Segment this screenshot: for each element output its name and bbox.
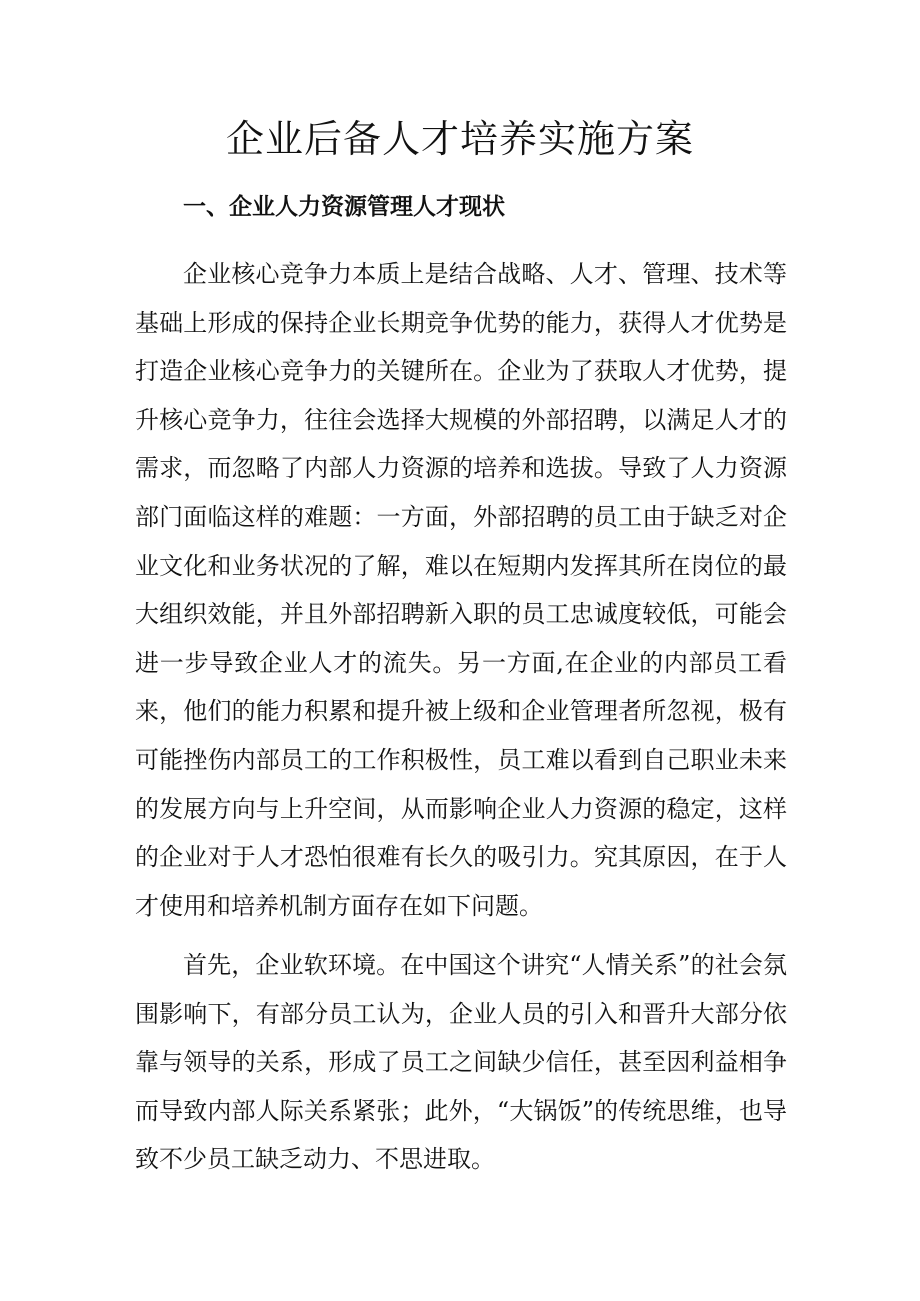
body-paragraph: 企业核心竞争力本质上是结合战略、人才、管理、技术等基础上形成的保持企业长期竞争优势的能力，获得人才优势是打造企业核心竞争力的关键所在。企业为了获取人才优势，提升核心竞争力，往往会选择大规模的外部招聘，以满足人才的需求，而忽略了内部人力资源的培养和选拔。导致了人力资源部门面临这样的难题：一方面，外部招聘的员工由于缺乏对企业文化和业务状况的了解，难以在短期内发挥其所在岗位的最大组织效能，并且外部招聘新入职的员工忠诚度较低，可能会进一步导致企业人才的流失。另一方面,在企业的内部员工看来，他们的能力积累和提升被上级和企业管理者所忽视，极有可能挫伤内部员工的工作积极性，员工难以看到自己职业未来的发展方向与上升空间，从而影响企业人力资源的稳定，这样的企业对于人才恐怕很难有长久的吸引力。究其原因，在于人才使用和培养机制方面存在如下问题。 [135, 260, 787, 920]
body-paragraph: 首先，企业软环境。在中国这个讲究“人情关系”的社会氛围影响下，有部分员工认为，企业人员的引入和晋升大部分依靠与领导的关系，形成了员工之间缺少信任，甚至因利益相争而导致内部人际关系紧张；此外，“大锅饭”的传统思维，也导致不少员工缺乏动力、不思进取。 [135, 951, 787, 1174]
section-heading: 一、企业人力资源管理人才现状 [183, 194, 505, 220]
document-title: 企业后备人才培养实施方案 [225, 117, 694, 161]
